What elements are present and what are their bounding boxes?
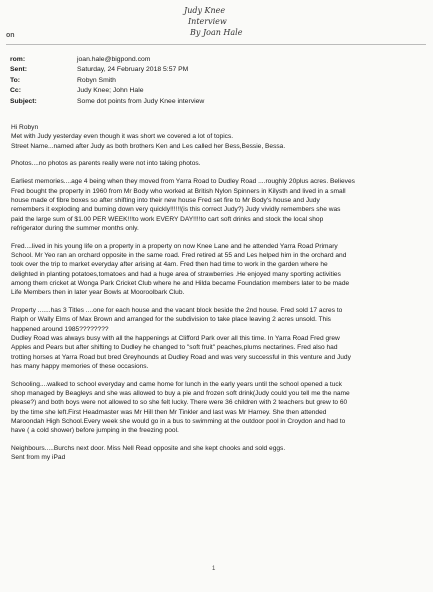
header-label: Sent: [10, 66, 27, 74]
body-line: Met with Judy yesterday even though it was short we covered a lot of topics. [11, 133, 234, 141]
body-line: Sent from my iPad [11, 454, 66, 462]
header-value: Some dot points from Judy Knee interview [77, 97, 205, 105]
body-paragraph [11, 306, 419, 371]
body-line: Schooling....walked to school everyday and came home for lunch in the early years until the school opened a tuck [11, 380, 342, 388]
body-line: Street Name...named after Judy as both brothers Ken and Les called her Bess,Bessie, Bessa. [11, 142, 286, 150]
body-line: please?) and both boys were not allowed to so she felt lucky. There were 36 children with 2 teachers but grew to 60 [11, 399, 348, 407]
email-header [10, 55, 410, 107]
body-line: trotting horses at Yarra Road but bred Greyhounds at Dudley Road and was very successful in this venture and Judy [11, 353, 351, 361]
header-value: joan.hale@bigpond.com [77, 56, 151, 63]
body-line: Maroondah High School.Every week she would go in a bus to swimming at the outdoor pool in Croydon and had to [11, 417, 346, 425]
body-paragraph [11, 159, 419, 168]
header-value: Saturday, 24 February 2018 5:57 PM [77, 66, 189, 74]
body-line: Fred bought the property in 1960 from Mr Body who worked at British Nylon Spinners in Kilysth and lived in a small [11, 187, 346, 195]
header-label: Subject: [10, 97, 37, 105]
body-line: Ralph or Wally Elms of Max Brown and arranged for the subdivision to take place leaving 2 acres unsold. This [11, 316, 331, 324]
body-line: School. Mr Yeo ran an orchard opposite in the same road. Fred retired at 55 and Les helped him in the orchard and [11, 252, 347, 260]
body-line: Earliest memories....age 4 being when they moved from Yarra Road to Dudley Road ....roughly 20plus acres. Believes [11, 178, 355, 186]
body-line: among them cricket at Wonga Park Cricket Club where he and Hilda became Foundation members later to be made [11, 279, 350, 287]
body-line: happened around 1985???????? [11, 325, 109, 333]
body-paragraph [11, 177, 419, 233]
body-line: paid the large sum of $1.00 PER WEEK!!!to work EVERY DAY!!!!to cart soft drinks and stock the local shop [11, 215, 324, 223]
header-divider [6, 44, 426, 45]
header-value: Robyn Smith [77, 76, 116, 84]
header-label: To: [10, 76, 21, 84]
body-line: house made of fibre boxes so after shifting into their new house Fred set fire to Mr Body's house and Judy [11, 196, 320, 204]
header-value: Judy Knee; John Hale [77, 87, 144, 95]
header-label: rom: [10, 56, 26, 63]
header-stub: on [6, 32, 15, 39]
body-line: have ( a cold shower) before jumping in the freezing pool. [11, 427, 179, 435]
header-label: Cc: [10, 87, 21, 95]
handwritten-note-interview: Interview [188, 17, 227, 26]
body-line: Life Members then in later year Bowls at Mooroolbark Club. [11, 289, 185, 297]
header-row [10, 76, 410, 86]
body-line: shop managed by Beagleys and she was allowed to buy a pie and frozen soft drink(Judy could you tell me the name [11, 390, 350, 398]
body-line: Neighbours.....Burchs next door. Miss Nell Read opposite and she kept chooks and sold eggs. [11, 445, 286, 453]
body-paragraph [11, 380, 419, 436]
body-line: by the time she left.First Headmaster was Mr Hill then Mr Tinkler and last was Mr Harney. She then attended [11, 408, 327, 416]
body-line: refrigerator during the summer months only. [11, 224, 139, 232]
body-paragraph [11, 123, 419, 151]
header-row [10, 86, 410, 96]
body-line: Photos....no photos as parents really were not into taking photos. [11, 160, 201, 168]
body-line: delighted in planting potatoes,tomatoes and had a huge area of strawberries .He enjoyed many sporting activities [11, 270, 341, 278]
page-number: 1 [212, 566, 216, 572]
header-row [10, 55, 410, 65]
email-body [11, 123, 419, 471]
body-line: Apples and Pears but after shifting to Dudley he changed to "soft fruit" peaches,plums nectarines. Fred also had [11, 344, 338, 352]
body-line: Hi Robyn [11, 124, 39, 131]
handwritten-note-name: Judy Knee [184, 6, 226, 15]
body-paragraph [11, 242, 419, 298]
header-row [10, 97, 410, 107]
body-line: Fred....lived in his young life on a property in a property on now Knee Lane and he attended Yarra Road Primary [11, 242, 338, 250]
body-line: Property .......has 3 Titles ....one for each house and the vacant block beside the 2nd house. Fred sold 17 acres to [11, 307, 343, 315]
body-line: Dudley Road was always busy with all the happenings at Clifford Park over all this time. In Yarra Road Fred grew [11, 335, 340, 343]
body-paragraph [11, 444, 419, 463]
body-line: took over the trip to market everyday after arising at 4am. Fred then had time to work in the garden where he [11, 261, 328, 269]
body-line: has many happy memories of these occasions. [11, 362, 149, 370]
body-line: remembers it exploding and burning down very quickly!!!!!!(is this correct Judy?) Judy vividly remembers she was [11, 206, 341, 214]
handwritten-note-author: By Joan Hale [190, 28, 243, 37]
header-row [10, 65, 410, 75]
